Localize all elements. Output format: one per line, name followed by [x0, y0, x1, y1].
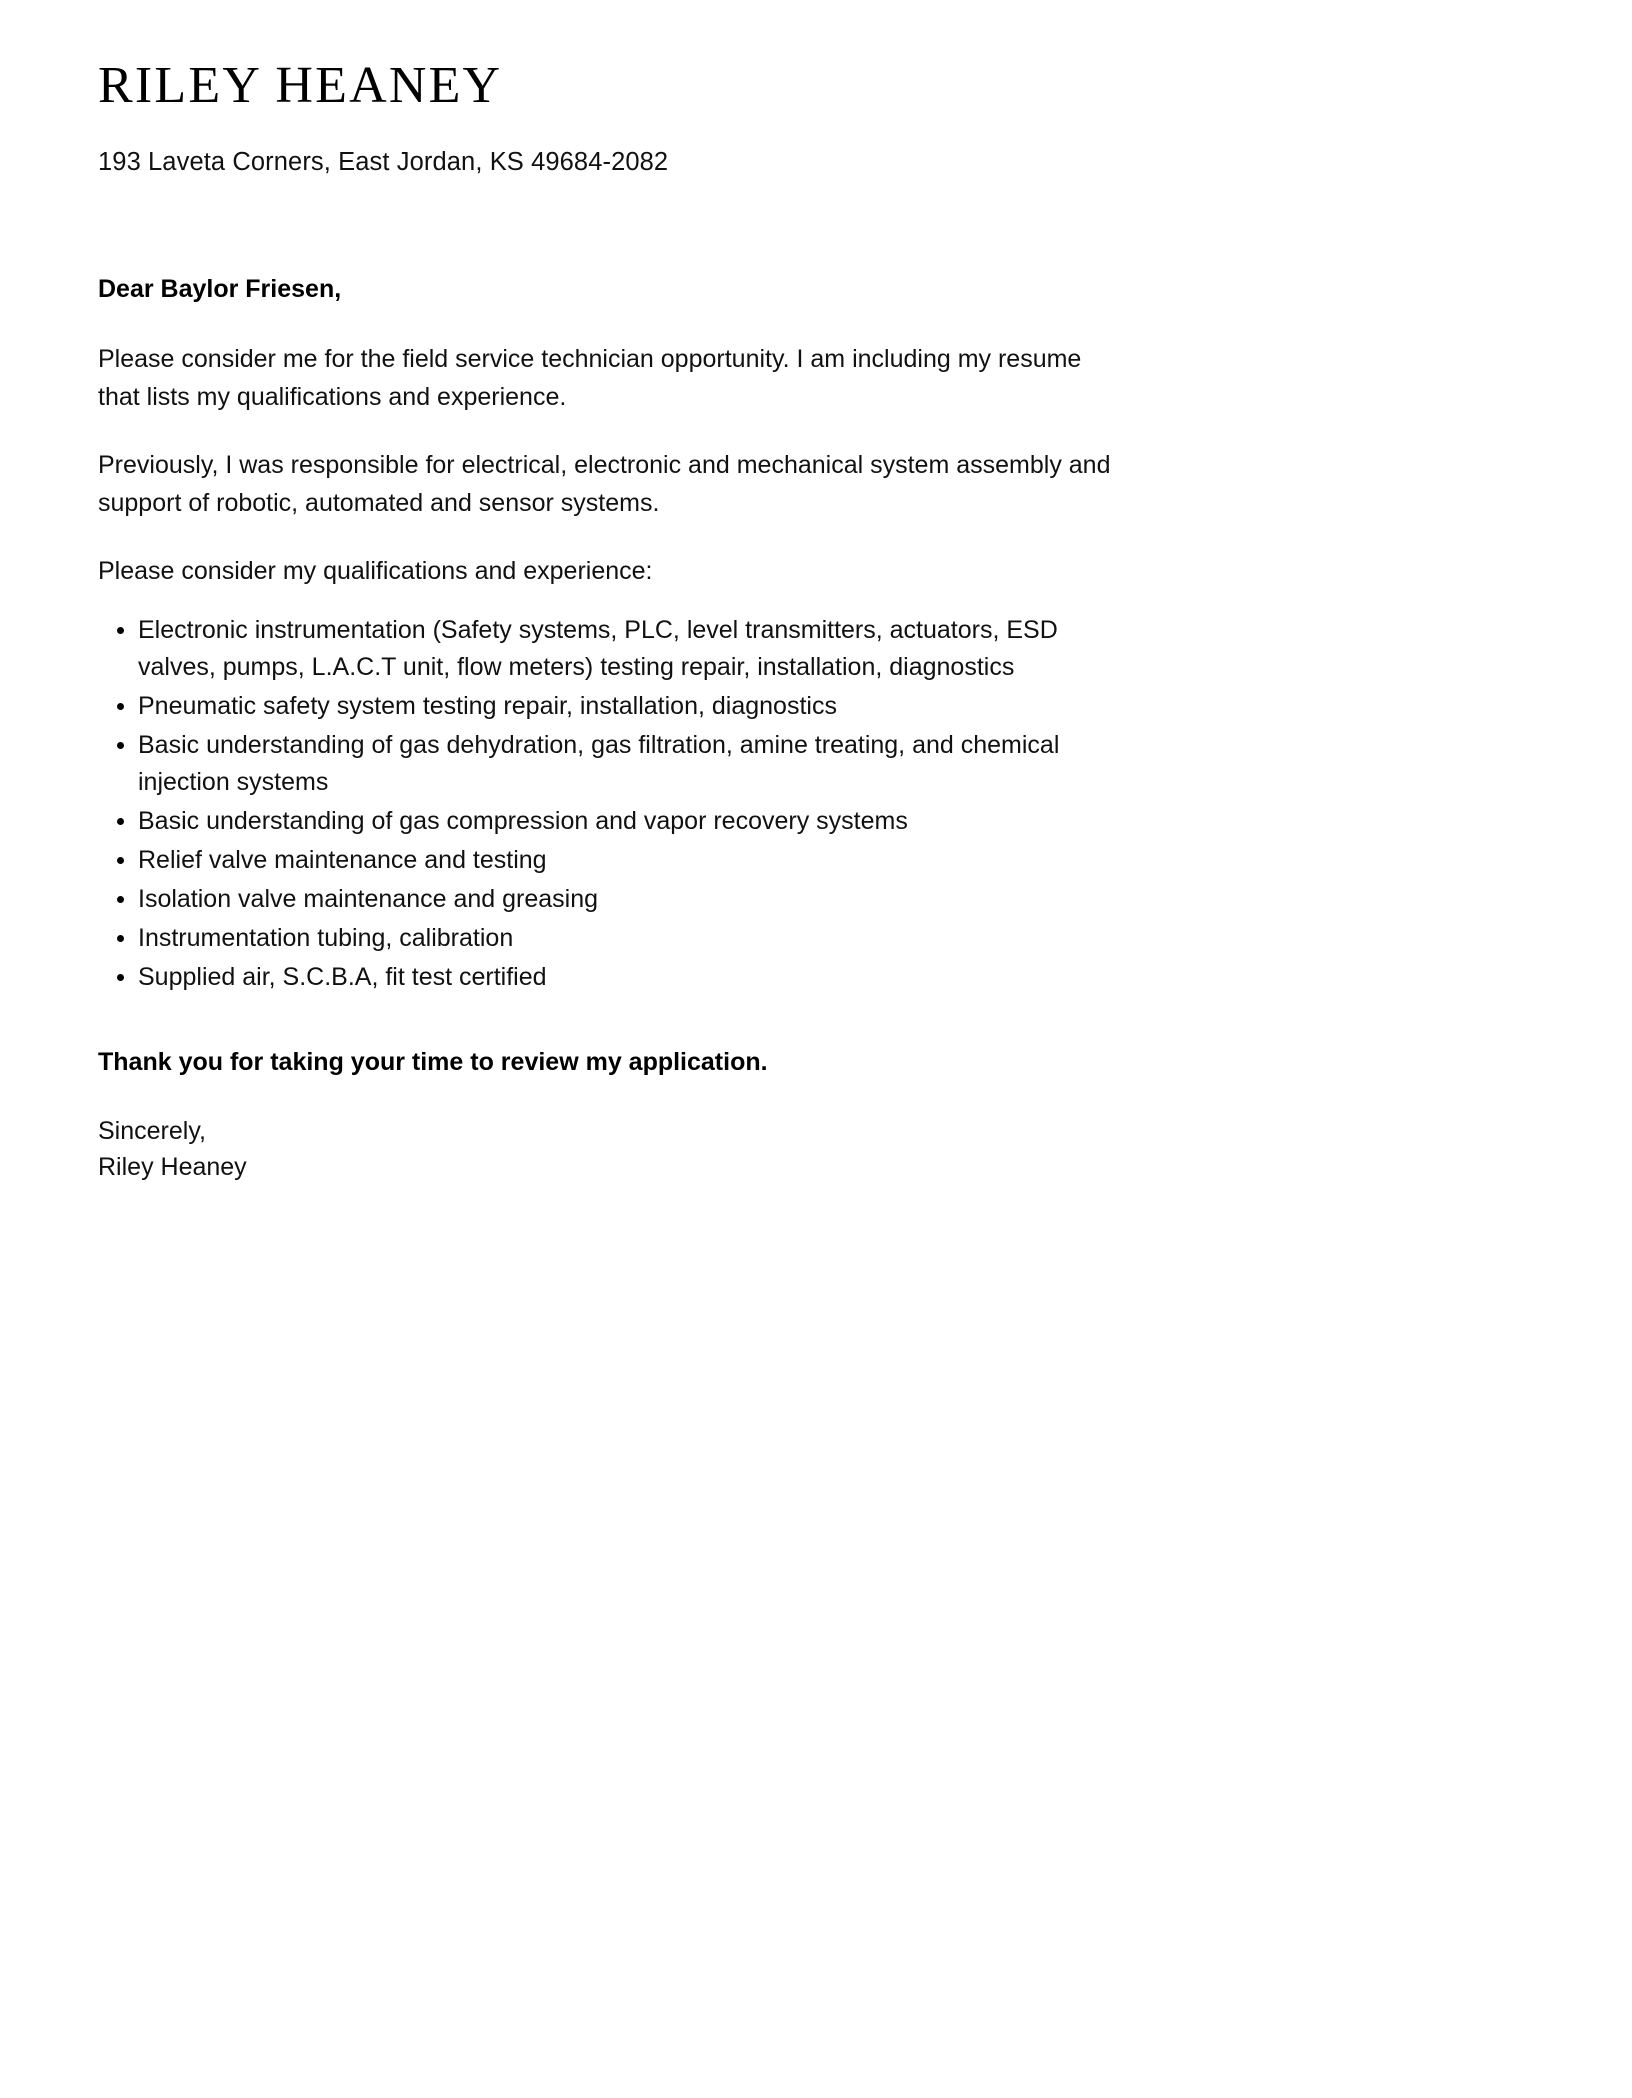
- qualifications-list: [98, 612, 1128, 996]
- page-title: RILEY HEANEY: [98, 57, 503, 114]
- list-item: Pneumatic safety system testing repair, installation, diagnostics: [98, 688, 1128, 725]
- letter-content: [98, 56, 1128, 1185]
- closing-statement: Thank you for taking your time to review my application.: [98, 1048, 768, 1077]
- body-paragraph-3: Please consider my qualifications and experience:: [98, 557, 653, 586]
- salutation: Dear Baylor Friesen,: [98, 274, 342, 303]
- letter-body: [98, 271, 1128, 1186]
- body-paragraph-1: Please consider me for the field service technician opportunity. I am including my resume that lists my qualifications and experience.: [98, 345, 1082, 412]
- signoff-line: Sincerely,: [98, 1117, 206, 1146]
- list-item: Basic understanding of gas compression and vapor recovery systems: [98, 803, 1128, 840]
- list-item: Instrumentation tubing, calibration: [98, 920, 1128, 957]
- list-item: Electronic instrumentation (Safety systems, PLC, level transmitters, actuators, ESD valves, pumps, L.A.C.T unit, flow meters) testing repair, installation, diagnostics: [98, 612, 1128, 686]
- list-item: Basic understanding of gas dehydration, gas filtration, amine treating, and chemical injection systems: [98, 727, 1128, 801]
- signature-name: Riley Heaney: [98, 1152, 247, 1181]
- list-item: Isolation valve maintenance and greasing: [98, 881, 1128, 918]
- list-item: Relief valve maintenance and testing: [98, 842, 1128, 879]
- body-paragraph-2: Previously, I was responsible for electrical, electronic and mechanical system assembly and support of robotic, automated and sensor systems.: [98, 451, 1111, 518]
- signature-block: [98, 1114, 1128, 1185]
- contact-address: 193 Laveta Corners, East Jordan, KS 49684-2082: [98, 147, 669, 176]
- list-item: Supplied air, S.C.B.A, fit test certified: [98, 959, 1128, 996]
